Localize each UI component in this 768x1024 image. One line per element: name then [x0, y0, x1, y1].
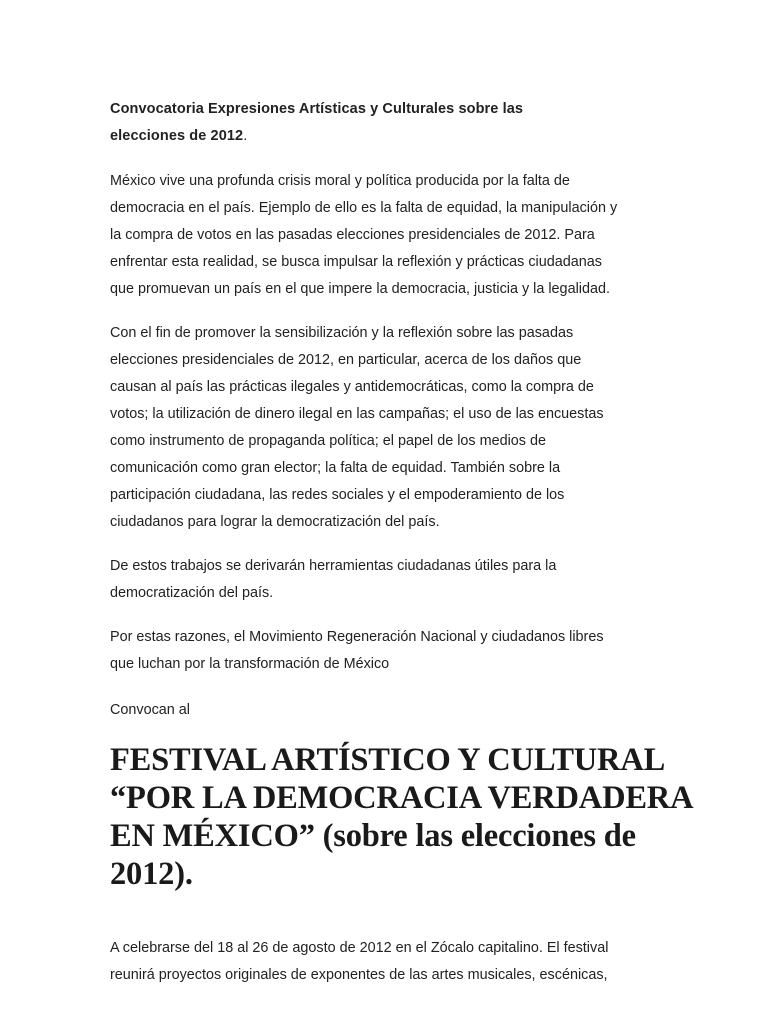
paragraph-line: elecciones presidenciales de 2012, en particular, acerca de los daños que [110, 352, 582, 368]
festival-heading [110, 741, 694, 893]
paragraph-line: De estos trabajos se derivarán herramientas ciudadanas útiles para la [110, 558, 557, 574]
paragraph-line: comunicación como gran elector; la falta de equidad. También sobre la [110, 460, 561, 476]
paragraph-3 [110, 553, 662, 607]
festival-line: FESTIVAL ARTÍSTICO Y CULTURAL [110, 742, 666, 778]
paragraph-line: enfrentar esta realidad, se busca impulsar la reflexión y prácticas ciudadanas [110, 254, 602, 270]
festival-line: “POR LA DEMOCRACIA VERDADERA [110, 780, 694, 816]
paragraph-line: causan al país las prácticas ilegales y antidemocráticas, como la compra de [110, 379, 594, 395]
festival-line: EN MÉXICO” (sobre las elecciones de [110, 818, 636, 854]
paragraph-line: como instrumento de propaganda política; el papel de los medios de [110, 433, 546, 449]
paragraph-1 [110, 168, 662, 303]
paragraph-line: ciudadanos para lograr la democratización del país. [110, 514, 440, 530]
convocan-line [110, 697, 662, 724]
title-line-2: elecciones de 2012 [110, 128, 244, 144]
paragraph-4 [110, 624, 662, 678]
paragraph-line: la compra de votos en las pasadas elecciones presidenciales de 2012. Para [110, 227, 595, 243]
paragraph-line: democratización del país. [110, 585, 274, 601]
paragraph-line: reunirá proyectos originales de exponentes de las artes musicales, escénicas, [110, 967, 608, 983]
festival-line: 2012). [110, 856, 193, 892]
paragraph-line: México vive una profunda crisis moral y política producida por la falta de [110, 173, 570, 189]
paragraph-line: que promuevan un país en el que impere la democracia, justicia y la legalidad. [110, 281, 610, 297]
paragraph-line: participación ciudadana, las redes sociales y el empoderamiento de los [110, 487, 565, 503]
paragraph-line: democracia en el país. Ejemplo de ello es la falta de equidad, la manipulación y [110, 200, 618, 216]
paragraph-line: votos; la utilización de dinero ilegal en las campañas; el uso de las encuestas [110, 406, 604, 422]
paragraph-line: que luchan por la transformación de México [110, 656, 390, 672]
paragraph-line: A celebrarse del 18 al 26 de agosto de 2012 en el Zócalo capitalino. El festival [110, 940, 609, 956]
document-page [110, 96, 694, 989]
title-line-1: Convocatoria Expresiones Artísticas y Culturales sobre las [110, 101, 524, 117]
paragraph-closing [110, 935, 662, 989]
convocan-text: Convocan al [110, 702, 190, 718]
document-title [110, 96, 662, 150]
paragraph-line: Con el fin de promover la sensibilización y la reflexión sobre las pasadas [110, 325, 574, 341]
paragraph-line: Por estas razones, el Movimiento Regeneración Nacional y ciudadanos libres [110, 629, 604, 645]
paragraph-2 [110, 320, 662, 536]
title-period: . [243, 128, 248, 144]
